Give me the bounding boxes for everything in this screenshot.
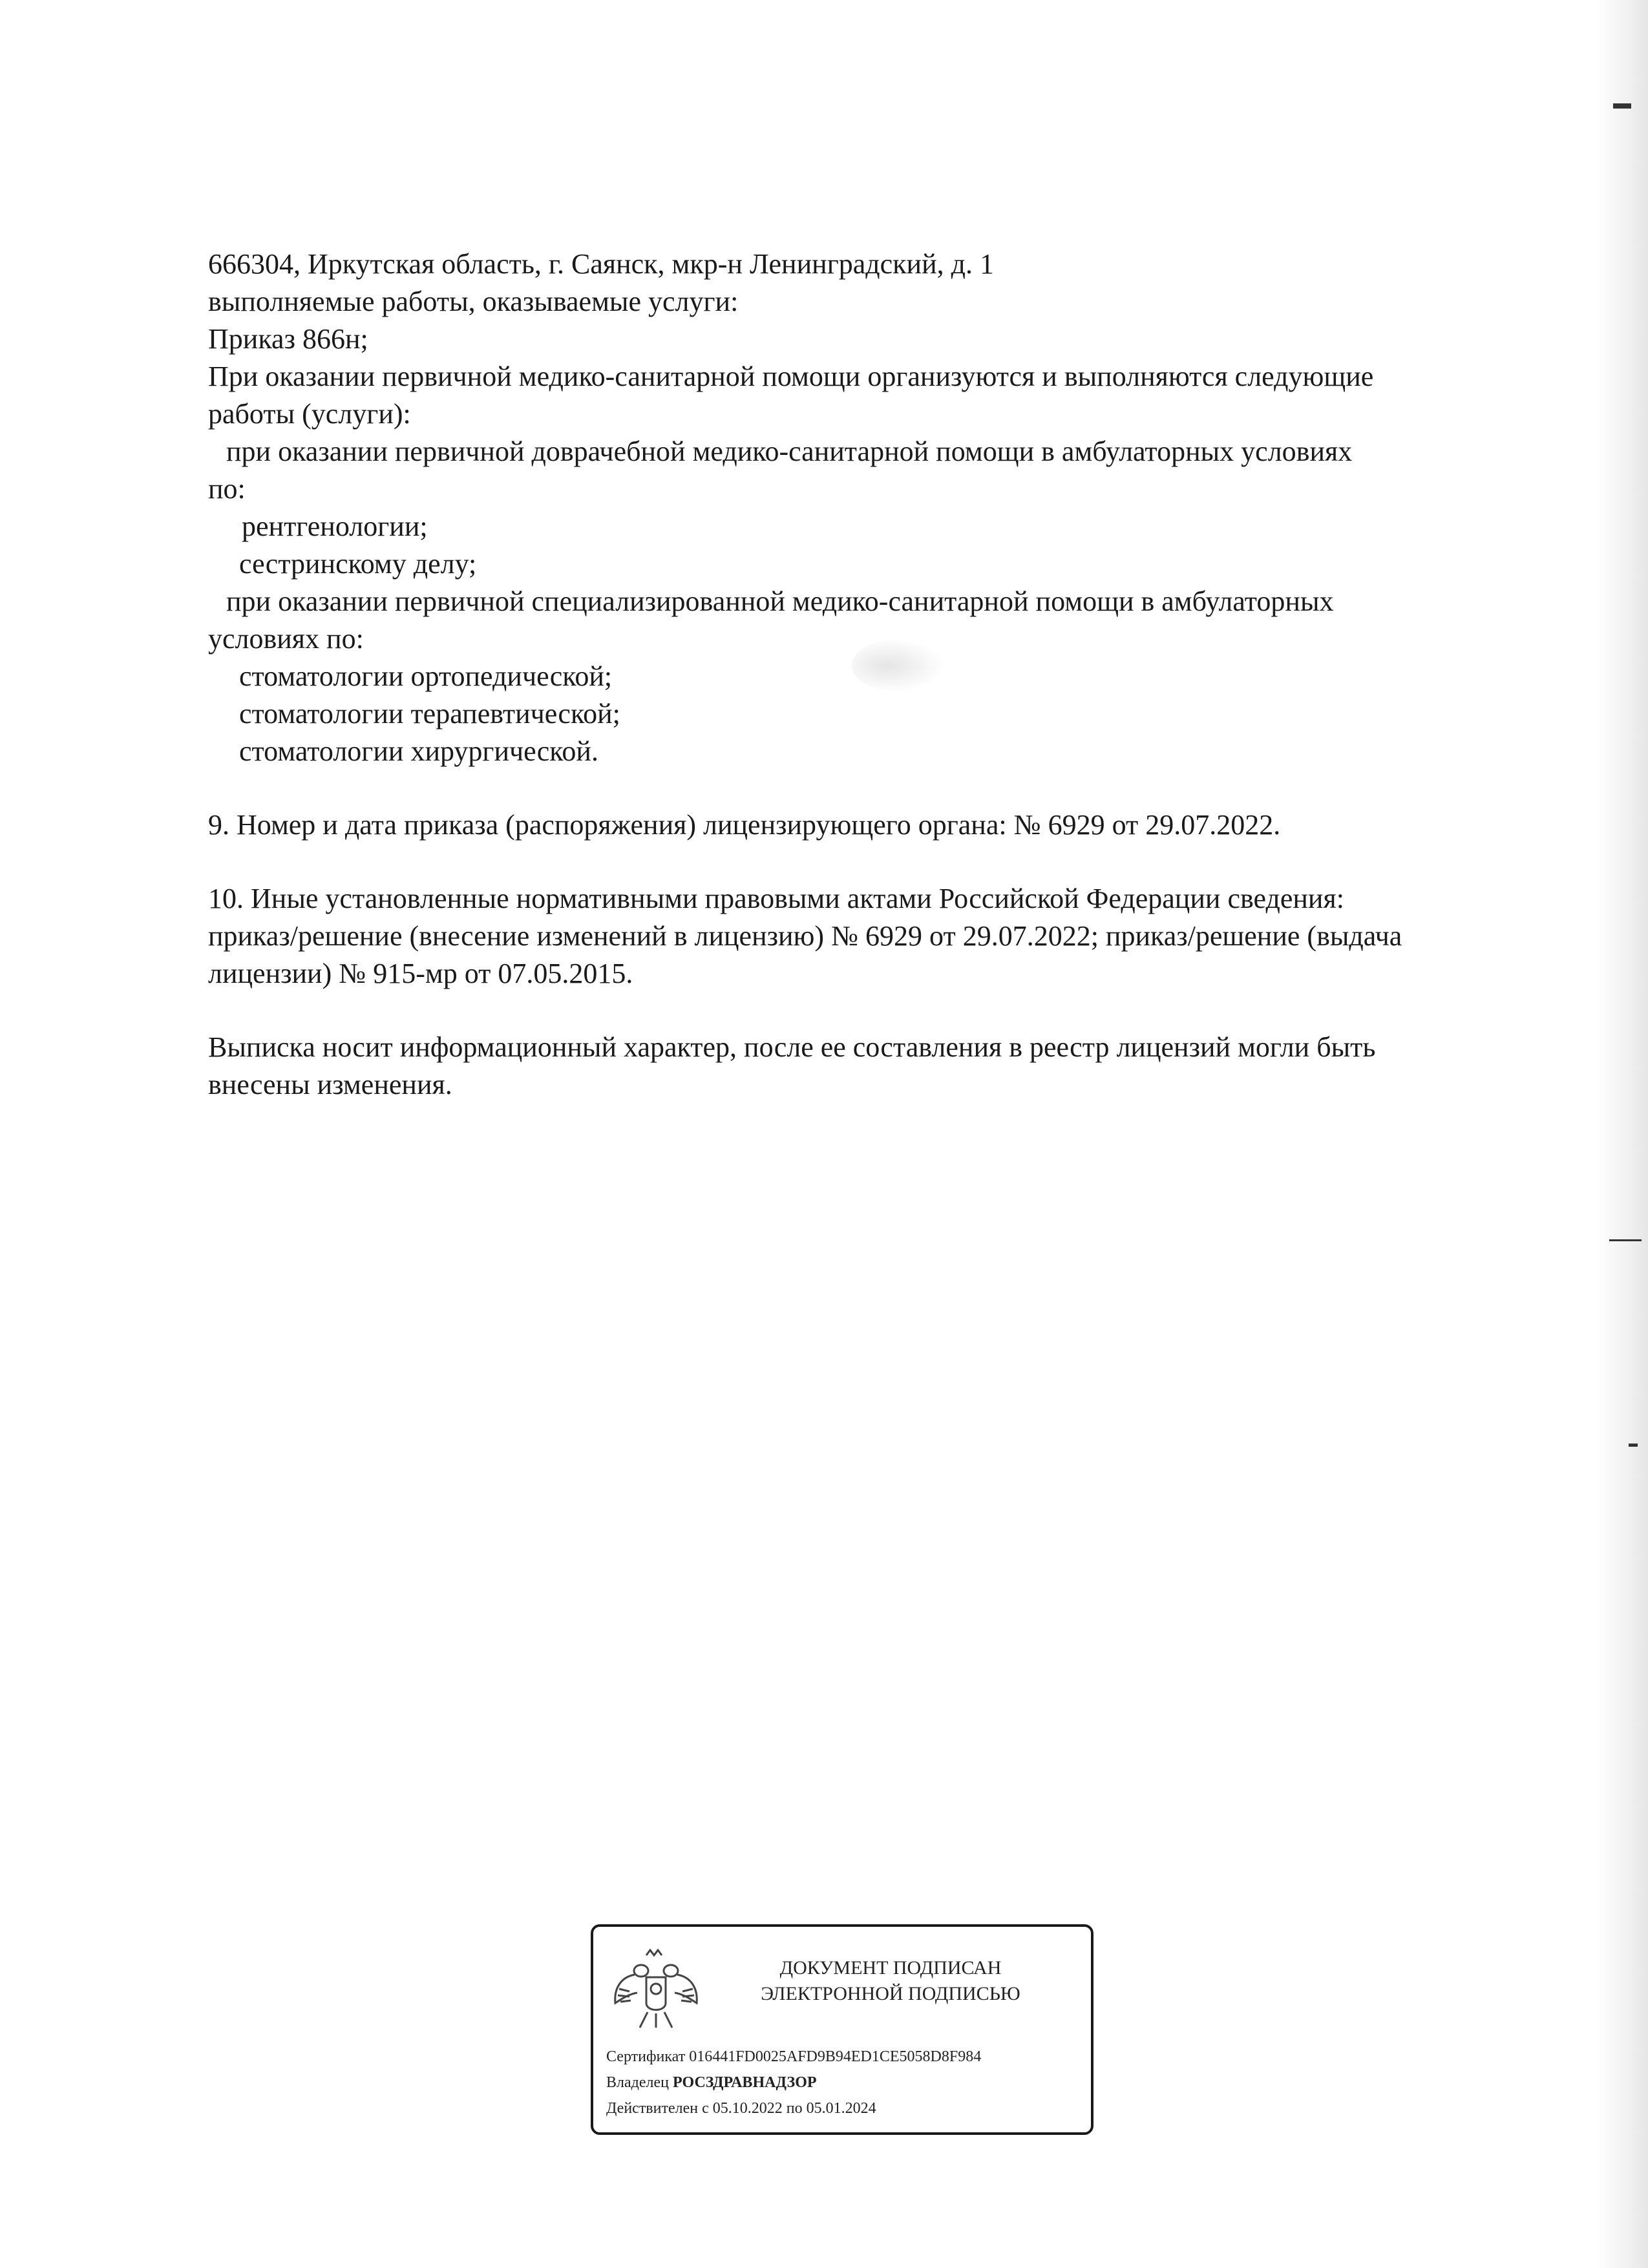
disclaimer: Выписка носит информационный характер, после ее составления в реестр лицензий могли быть xyxy=(208,1031,1376,1063)
owner-row xyxy=(606,2073,817,2092)
double-headed-eagle-icon xyxy=(607,1944,704,2034)
specialized-heading-cont: условиях по: xyxy=(208,623,364,655)
owner-label: Владелец xyxy=(606,2074,669,2091)
pre-medical-heading-cont: по: xyxy=(208,473,246,505)
pre-medical-heading: при оказании первичной доврачебной медико-санитарной помощи в амбулаторных условиях xyxy=(226,436,1353,467)
works-label: выполняемые работы, оказываемые услуги: xyxy=(208,286,739,317)
validity-row xyxy=(606,2099,876,2118)
valid-label: Действителен xyxy=(606,2100,699,2117)
certificate-value: 016441FD0025AFD9B94ED1CE5058D8F984 xyxy=(689,2048,982,2065)
scan-edge xyxy=(1596,0,1648,2268)
intro-line: работы (услуги): xyxy=(208,398,411,430)
list-item: сестринскому делу; xyxy=(239,548,477,580)
list-item: рентгенологии; xyxy=(242,510,428,542)
specialized-heading: при оказании первичной специализированной медико-санитарной помощи в амбулаторных xyxy=(226,585,1334,617)
section-10: лицензии) № 915-мр от 07.05.2015. xyxy=(208,958,633,989)
order-reference: Приказ 866н; xyxy=(208,323,368,355)
owner-value: РОСЗДРАВНАДЗОР xyxy=(672,2074,817,2091)
section-10: 10. Иные установленные нормативными правовыми актами Российской Федерации сведения: xyxy=(208,883,1344,914)
scan-mark xyxy=(1613,103,1631,109)
license-extract-text xyxy=(208,246,1501,1104)
address: 666304, Иркутская область, г. Саянск, мкр-н Ленинградский, д. 1 xyxy=(208,248,995,280)
certificate-label: Сертификат xyxy=(606,2048,686,2065)
list-item: стоматологии терапевтической; xyxy=(239,698,620,730)
section-10: приказ/решение (внесение изменений в лицензию) № 6929 от 29.07.2022; приказ/решение (выдача xyxy=(208,920,1402,952)
valid-value: с 05.10.2022 по 05.01.2024 xyxy=(702,2100,876,2117)
disclaimer: внесены изменения. xyxy=(208,1069,452,1100)
stamp-title: ДОКУМЕНТ ПОДПИСАН ЭЛЕКТРОННОЙ ПОДПИСЬЮ xyxy=(761,1957,1020,2004)
scan-mark xyxy=(1629,1444,1638,1447)
scan-mark xyxy=(1609,1239,1642,1241)
list-item: стоматологии хирургической. xyxy=(239,735,598,767)
certificate-row xyxy=(606,2047,981,2066)
list-item: стоматологии ортопедической; xyxy=(239,660,613,692)
intro-line: При оказании первичной медико-санитарной помощи организуются и выполняются следующие xyxy=(208,361,1374,392)
section-9: 9. Номер и дата приказа (распоряжения) лицензирующего органа: № 6929 от 29.07.2022. xyxy=(208,809,1281,841)
electronic-signature-stamp xyxy=(591,1924,1093,2135)
